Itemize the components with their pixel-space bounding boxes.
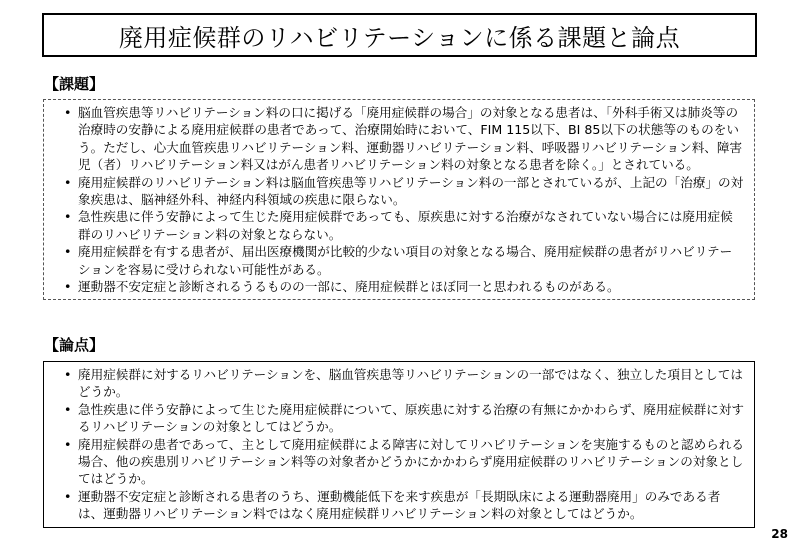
issues-heading: 【課題】	[44, 75, 105, 93]
points-panel	[43, 361, 755, 528]
list-item: • 廃用症候群の患者であって、主として廃用症候群による障害に対してリハビリテーションを実施するものと認められる場合、他の疾患別リハビリテーション料等の対象者かどうかにかかわらず廃用症候群のリハビリテーションの対象としてはどうか。	[64, 436, 744, 488]
list-item: • 廃用症候群のリハビリテーション料は脳血管疾患等リハビリテーション料の一部とされているが、上記の「治療」の対象疾患は、脳神経外科、神経内科領域の疾患に限らない。	[64, 174, 744, 209]
list-item: • 廃用症候群に対するリハビリテーションを、脳血管疾患等リハビリテーションの一部ではなく、独立した項目としてはどうか。	[64, 366, 744, 401]
page-title: 廃用症候群のリハビリテーションに係る課題と論点	[42, 13, 757, 57]
list-item: • 脳血管疾患等リハビリテーション料の口に掲げる「廃用症候群の場合」の対象となる患者は、「外科手術又は肺炎等の治療時の安静による廃用症候群の患者であって、治療開始時において、FIM 115以下、BI 85以下の状態等のものをいう。ただし、心大血管疾患リハビリテーション料、運動器リハビリテーション料、呼吸器リハビリテーション料、障害児（者）リハビリテーション料又はがん患者リハビリテーション料の対象となる患者を除く。」とされている。	[64, 104, 744, 174]
list-item: • 廃用症候群を有する患者が、届出医療機関が比較的少ない項目の対象となる場合、廃用症候群の患者がリハビリテーションを容易に受けられない可能性がある。	[64, 243, 744, 278]
issues-list	[64, 104, 744, 295]
list-item: • 急性疾患に伴う安静によって生じた廃用症候群であっても、原疾患に対する治療がなされていない場合には廃用症候群のリハビリテーション料の対象とならない。	[64, 208, 744, 243]
list-item: • 急性疾患に伴う安静によって生じた廃用症候群について、原疾患に対する治療の有無にかかわらず、廃用症候群に対するリハビリテーションの対象としてはどうか。	[64, 401, 744, 436]
list-item: • 運動器不安定症と診断されるうるものの一部に、廃用症候群とほぼ同一と思われるものがある。	[64, 278, 744, 295]
points-list	[64, 366, 744, 523]
points-heading: 【論点】	[44, 336, 105, 354]
issues-panel	[43, 99, 755, 300]
list-item: • 運動器不安定症と診断される患者のうち、運動機能低下を来す疾患が「長期臥床による運動器廃用」のみである者は、運動器リハビリテーション料ではなく廃用症候群リハビリテーション料の対象としてはどうか。	[64, 488, 744, 523]
page-number: 28	[771, 527, 788, 541]
